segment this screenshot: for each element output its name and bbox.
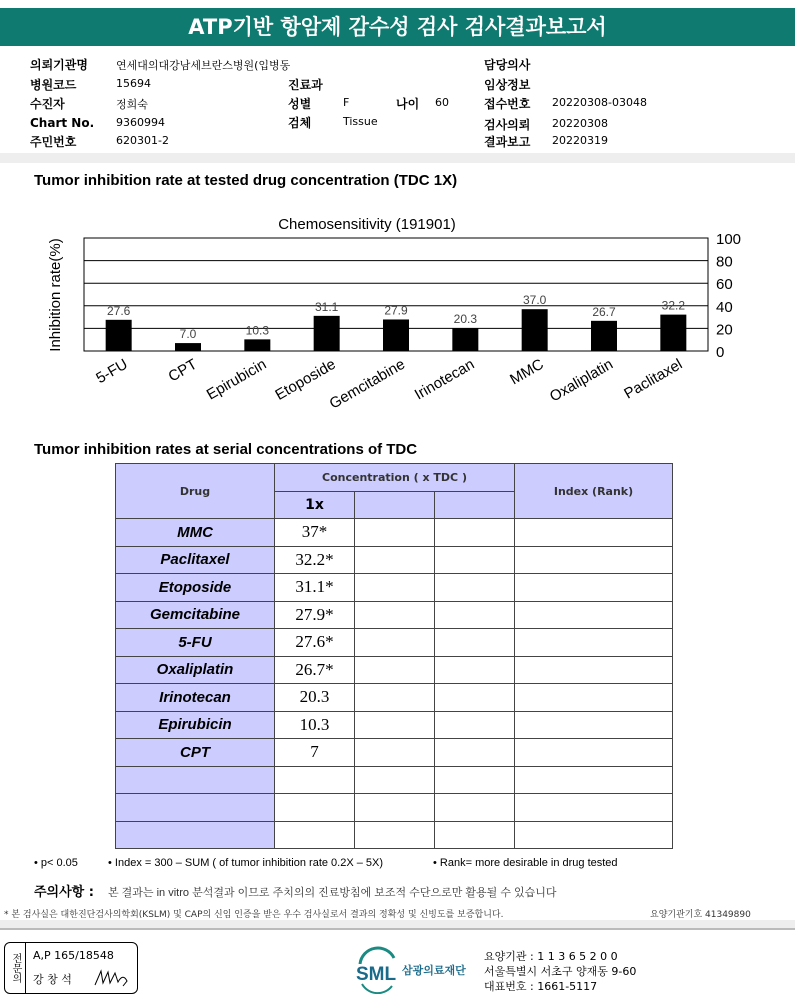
report-title: ATP기반 항암제 감수성 검사 검사결과보고서 (0, 8, 795, 46)
report-date: 20220319 (552, 134, 608, 147)
request: 20220308 (552, 117, 608, 130)
drug-name: MMC (116, 519, 275, 547)
table-row (116, 739, 673, 767)
chemosensitivity-chart (0, 205, 795, 435)
concentration-header: Concentration ( x TDC ) (275, 464, 515, 492)
drug-name (116, 794, 275, 822)
drug-name: Irinotecan (116, 684, 275, 712)
table-row (116, 546, 673, 574)
receipt-label: 접수번호 (484, 97, 531, 111)
drug-name: Gemcitabine (116, 601, 275, 629)
signature-icon (93, 967, 133, 989)
table-row (116, 766, 673, 794)
patient: 정희숙 (116, 98, 148, 111)
drug-header: Drug (116, 464, 275, 519)
code: 15694 (116, 77, 151, 90)
value-1x: 7 (275, 739, 355, 767)
note-index: • Index = 300 – SUM ( of tumor inhibition rate 0.2X – 5X) (108, 857, 384, 869)
index-cell (515, 629, 673, 657)
drug-name (116, 766, 275, 794)
doctor-label: 담당의사 (484, 58, 531, 72)
y-tick-label: 100 (716, 231, 742, 248)
value-1x (275, 794, 355, 822)
data-label: 27.9 (384, 303, 408, 318)
empty-cell (435, 629, 515, 657)
code-label: 병원코드 (30, 78, 77, 92)
note-p: • p< 0.05 (34, 857, 78, 869)
drug-name (116, 821, 275, 849)
empty-cell (435, 739, 515, 767)
table-row (116, 821, 673, 849)
index-cell (515, 684, 673, 712)
sex: F (343, 96, 350, 109)
x-tick-label: Oxaliplatin (546, 355, 616, 406)
age-label: 나이 (396, 97, 420, 111)
empty-cell (435, 601, 515, 629)
table-row (116, 574, 673, 602)
table-row (116, 656, 673, 684)
specialist-stamp (4, 942, 138, 994)
empty-cell (435, 794, 515, 822)
x-tick-label: Paclitaxel (621, 355, 686, 403)
index-cell (515, 601, 673, 629)
request-label: 검사의뢰 (484, 118, 531, 132)
data-label: 31.1 (314, 299, 339, 314)
x-tick-label: Irinotecan (411, 355, 478, 404)
data-label: 26.7 (592, 304, 616, 319)
drug-name: Epirubicin (116, 711, 275, 739)
index-cell (515, 711, 673, 739)
empty-cell (435, 711, 515, 739)
bar-Irinotecan (452, 328, 478, 351)
value-1x: 10.3 (275, 711, 355, 739)
sml-logo-icon (352, 944, 402, 994)
y-tick-label: 40 (716, 298, 733, 316)
divider (0, 920, 795, 928)
bar-CPT (175, 343, 201, 351)
data-label: 27.6 (106, 303, 131, 318)
value-1x: 27.9* (275, 601, 355, 629)
index-cell (515, 739, 673, 767)
empty-cell (355, 629, 435, 657)
value-1x (275, 766, 355, 794)
empty-cell (435, 656, 515, 684)
drug-name: 5-FU (116, 629, 275, 657)
footer-line2: 서울특별시 서초구 양재동 9-60 (484, 965, 637, 978)
section-title-2: Tumor inhibition rates at serial concentrations of TDC (34, 441, 418, 458)
index-cell (515, 794, 673, 822)
footer-line3: 대표번호 : 1661-5117 (484, 980, 598, 993)
institution-code: 요양기관기호 41349890 (650, 910, 751, 920)
receipt: 20220308-03048 (552, 96, 647, 109)
clinical-label: 임상정보 (484, 78, 531, 92)
chart-label: Chart No. (30, 116, 95, 130)
empty-cell (355, 794, 435, 822)
bar-Paclitaxel (660, 315, 686, 351)
empty-cell (355, 519, 435, 547)
bar-5-FU (106, 320, 132, 351)
x-tick-label: 5-FU (93, 355, 131, 388)
y-tick-label: 0 (716, 344, 725, 361)
empty-cell (435, 684, 515, 712)
bar-Oxaliplatin (591, 321, 617, 351)
x-tick-label: Gemcitabine (326, 355, 408, 413)
empty-header (355, 491, 435, 519)
empty-cell (355, 711, 435, 739)
index-cell (515, 519, 673, 547)
index-cell (515, 656, 673, 684)
index-header: Index (Rank) (515, 464, 673, 519)
x-tick-label: MMC (507, 355, 547, 389)
empty-cell (355, 739, 435, 767)
dept-label: 진료과 (288, 78, 323, 92)
empty-cell (355, 821, 435, 849)
value-1x (275, 821, 355, 849)
report-label: 결과보고 (484, 135, 531, 149)
empty-cell (355, 656, 435, 684)
empty-cell (435, 519, 515, 547)
empty-cell (435, 574, 515, 602)
empty-cell (435, 821, 515, 849)
caution-label: 주의사항 : (34, 885, 94, 900)
value-1x: 31.1* (275, 574, 355, 602)
value-1x: 27.6* (275, 629, 355, 657)
bar-MMC (522, 309, 548, 351)
empty-cell (435, 766, 515, 794)
hospital-label: 의뢰기관명 (30, 58, 88, 72)
results-table (115, 463, 673, 849)
table-row (116, 601, 673, 629)
empty-cell (355, 601, 435, 629)
x-tick-label: Epirubicin (203, 355, 270, 404)
empty-header (435, 491, 515, 519)
specimen: Tissue (343, 115, 378, 128)
patient-label: 수진자 (30, 97, 65, 111)
note-rank: • Rank= more desirable in drug tested (433, 857, 618, 869)
specimen-label: 검체 (288, 116, 312, 130)
drug-name: Oxaliplatin (116, 656, 275, 684)
table-row (116, 519, 673, 547)
empty-cell (355, 766, 435, 794)
y-tick-label: 80 (716, 253, 733, 271)
data-label: 37.0 (522, 293, 547, 308)
sex-label: 성별 (288, 97, 312, 111)
x-tick-label: CPT (165, 355, 200, 386)
value-1x: 20.3 (275, 684, 355, 712)
empty-cell (355, 574, 435, 602)
empty-cell (355, 546, 435, 574)
data-label: 32.2 (661, 298, 686, 313)
empty-cell (435, 546, 515, 574)
footer-line1: 요양기관 : 1 1 3 6 5 2 0 0 (484, 950, 618, 963)
y-axis-label: Inhibition rate(%) (47, 238, 64, 352)
table-row (116, 629, 673, 657)
data-label: 7.0 (179, 327, 197, 342)
index-cell (515, 546, 673, 574)
bar-Etoposide (314, 316, 340, 351)
index-cell (515, 766, 673, 794)
drug-name: CPT (116, 739, 275, 767)
value-1x: 26.7* (275, 656, 355, 684)
id-no: 620301-2 (116, 134, 169, 147)
logo-text: SML (356, 964, 397, 985)
data-label: 10.3 (245, 323, 270, 338)
index-cell (515, 821, 673, 849)
1x-header: 1x (275, 491, 355, 519)
table-row (116, 794, 673, 822)
table-row (116, 711, 673, 739)
bar-Epirubicin (244, 339, 270, 351)
divider (0, 153, 795, 163)
empty-cell (355, 684, 435, 712)
footer (0, 928, 795, 1006)
chart-title: Chemosensitivity (191901) (278, 216, 456, 233)
stamp-id: A,P 165/18548 (33, 949, 114, 962)
data-label: 20.3 (453, 312, 478, 327)
chart-no: 9360994 (116, 116, 165, 129)
stamp-name: 강 창 석 (33, 973, 72, 986)
hospital: 연세대의대강남세브란스병원(입병동 (116, 59, 291, 72)
y-tick-label: 20 (716, 321, 733, 339)
age: 60 (435, 96, 449, 109)
table-row (116, 684, 673, 712)
x-tick-label: Etoposide (272, 355, 339, 404)
certification: * 본 검사실은 대한진단검사의학회(KSLM) 및 CAP의 신임 인증을 받은 우수 검사실로서 결과의 정확성 및 신빙도를 보증합니다. (4, 910, 504, 920)
org-name: 삼광의료재단 (402, 964, 466, 977)
stamp-label: 전문의 (5, 943, 26, 993)
index-cell (515, 574, 673, 602)
drug-name: Paclitaxel (116, 546, 275, 574)
drug-name: Etoposide (116, 574, 275, 602)
section-title-1: Tumor inhibition rate at tested drug concentration (TDC 1X) (34, 172, 458, 189)
id-label: 주민번호 (30, 135, 77, 149)
caution-text: 본 결과는 in vitro 분석결과 이므로 주치의의 진료방침에 보조적 수단으로만 활용될 수 있습니다 (108, 887, 557, 899)
y-tick-label: 60 (716, 276, 733, 294)
value-1x: 32.2* (275, 546, 355, 574)
value-1x: 37* (275, 519, 355, 547)
bar-Gemcitabine (383, 319, 409, 351)
